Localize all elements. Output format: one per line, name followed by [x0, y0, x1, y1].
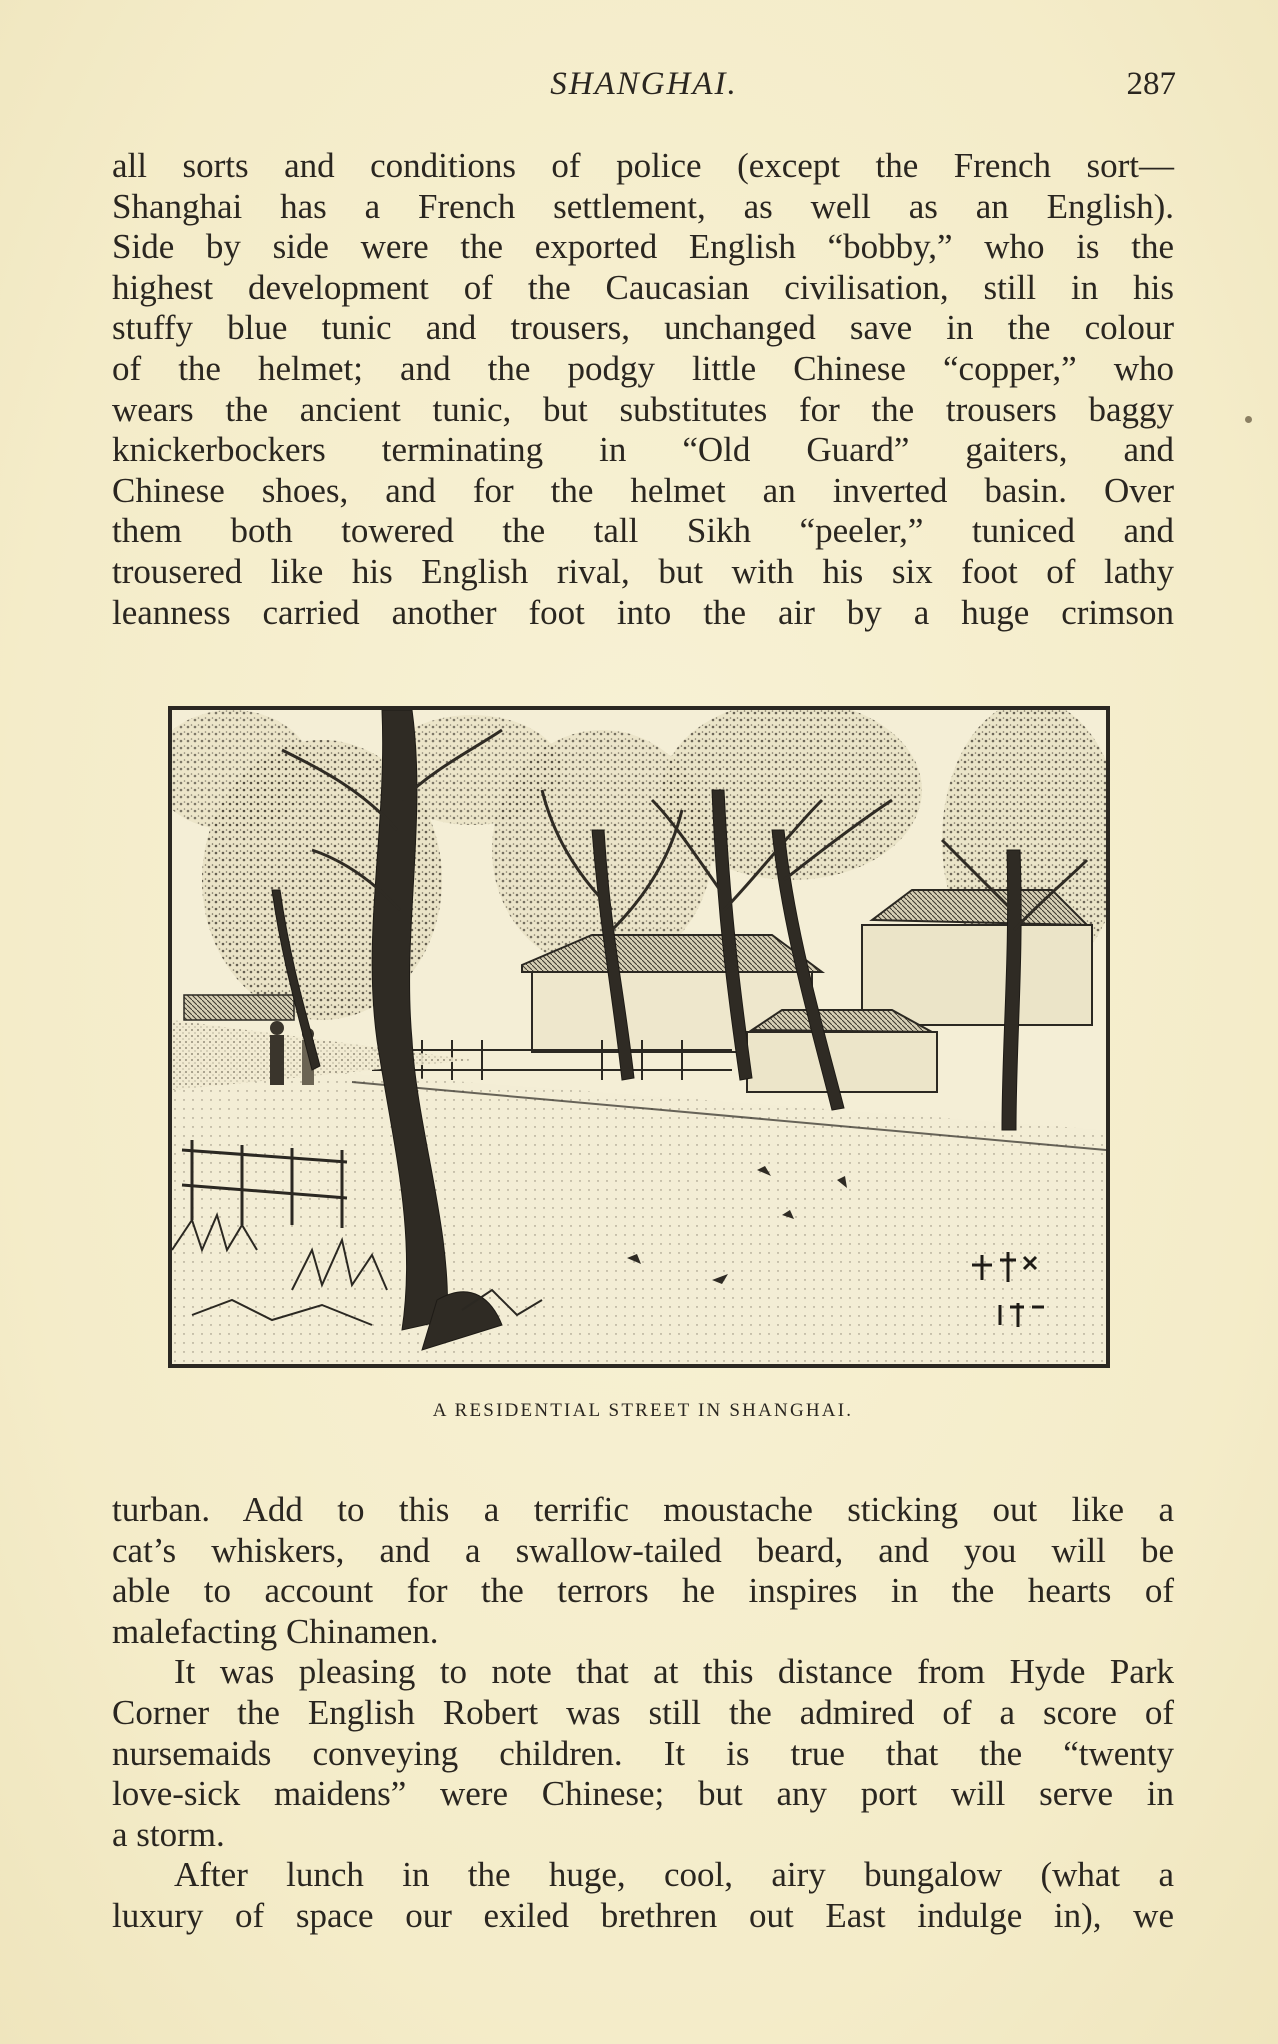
engraving-street-scene: [172, 710, 1106, 1364]
street-illustration: [168, 706, 1110, 1368]
text-line: a storm.: [112, 1814, 225, 1854]
page-header: [112, 66, 1176, 114]
text-line: luxury of space our exiled brethren out East indulge in), we: [112, 1895, 1174, 1935]
text-line: highest development of the Caucasian civilisation, still in his: [112, 267, 1174, 307]
text-line: malefacting Chinamen.: [112, 1611, 439, 1651]
figure-caption: A RESIDENTIAL STREET IN SHANGHAI.: [432, 1400, 854, 1421]
page-number: 287: [1126, 66, 1176, 102]
text-line: all sorts and conditions of police (except the French sort—: [112, 146, 1174, 185]
text-line: leanness carried another foot into the air by a huge crimson: [112, 592, 1174, 632]
paper-speck: [1245, 416, 1252, 423]
text-line: of the helmet; and the podgy little Chinese “copper,” who: [112, 348, 1174, 388]
running-title: SHANGHAI.: [550, 66, 738, 102]
text-line: knickerbockers terminating in “Old Guard” gaiters, and: [112, 430, 1174, 470]
text-line: After lunch in the huge, cool, airy bungalow (what a: [174, 1855, 1174, 1895]
text-line: love-sick maidens” were Chinese; but any port will serve in: [112, 1774, 1174, 1814]
text-line: turban. Add to this a terrific moustache sticking out like a: [112, 1490, 1174, 1529]
text-line: them both towered the tall Sikh “peeler,” tuniced and: [112, 511, 1174, 551]
text-line: wears the ancient tunic, but substitutes for the trousers baggy: [112, 389, 1174, 429]
text-line: nursemaids conveying children. It is true that the “twenty: [112, 1733, 1174, 1773]
text-line: cat’s whiskers, and a swallow-tailed beard, and you will be: [112, 1530, 1174, 1570]
text-line: stuffy blue tunic and trousers, unchanged save in the colour: [112, 308, 1174, 348]
text-line: able to account for the terrors he inspires in the hearts of: [112, 1571, 1174, 1611]
text-line: Shanghai has a French settlement, as well as an English).: [112, 186, 1174, 226]
paragraph-bottom: [112, 1490, 1174, 1937]
text-line: Chinese shoes, and for the helmet an inverted basin. Over: [112, 470, 1174, 510]
paragraph-top: [112, 146, 1174, 633]
text-line: Corner the English Robert was still the admired of a score of: [112, 1692, 1174, 1732]
text-line: It was pleasing to note that at this distance from Hyde Park: [174, 1652, 1174, 1692]
text-line: Side by side were the exported English “bobby,” who is the: [112, 227, 1174, 267]
text-line: trousered like his English rival, but with his six foot of lathy: [112, 551, 1174, 591]
